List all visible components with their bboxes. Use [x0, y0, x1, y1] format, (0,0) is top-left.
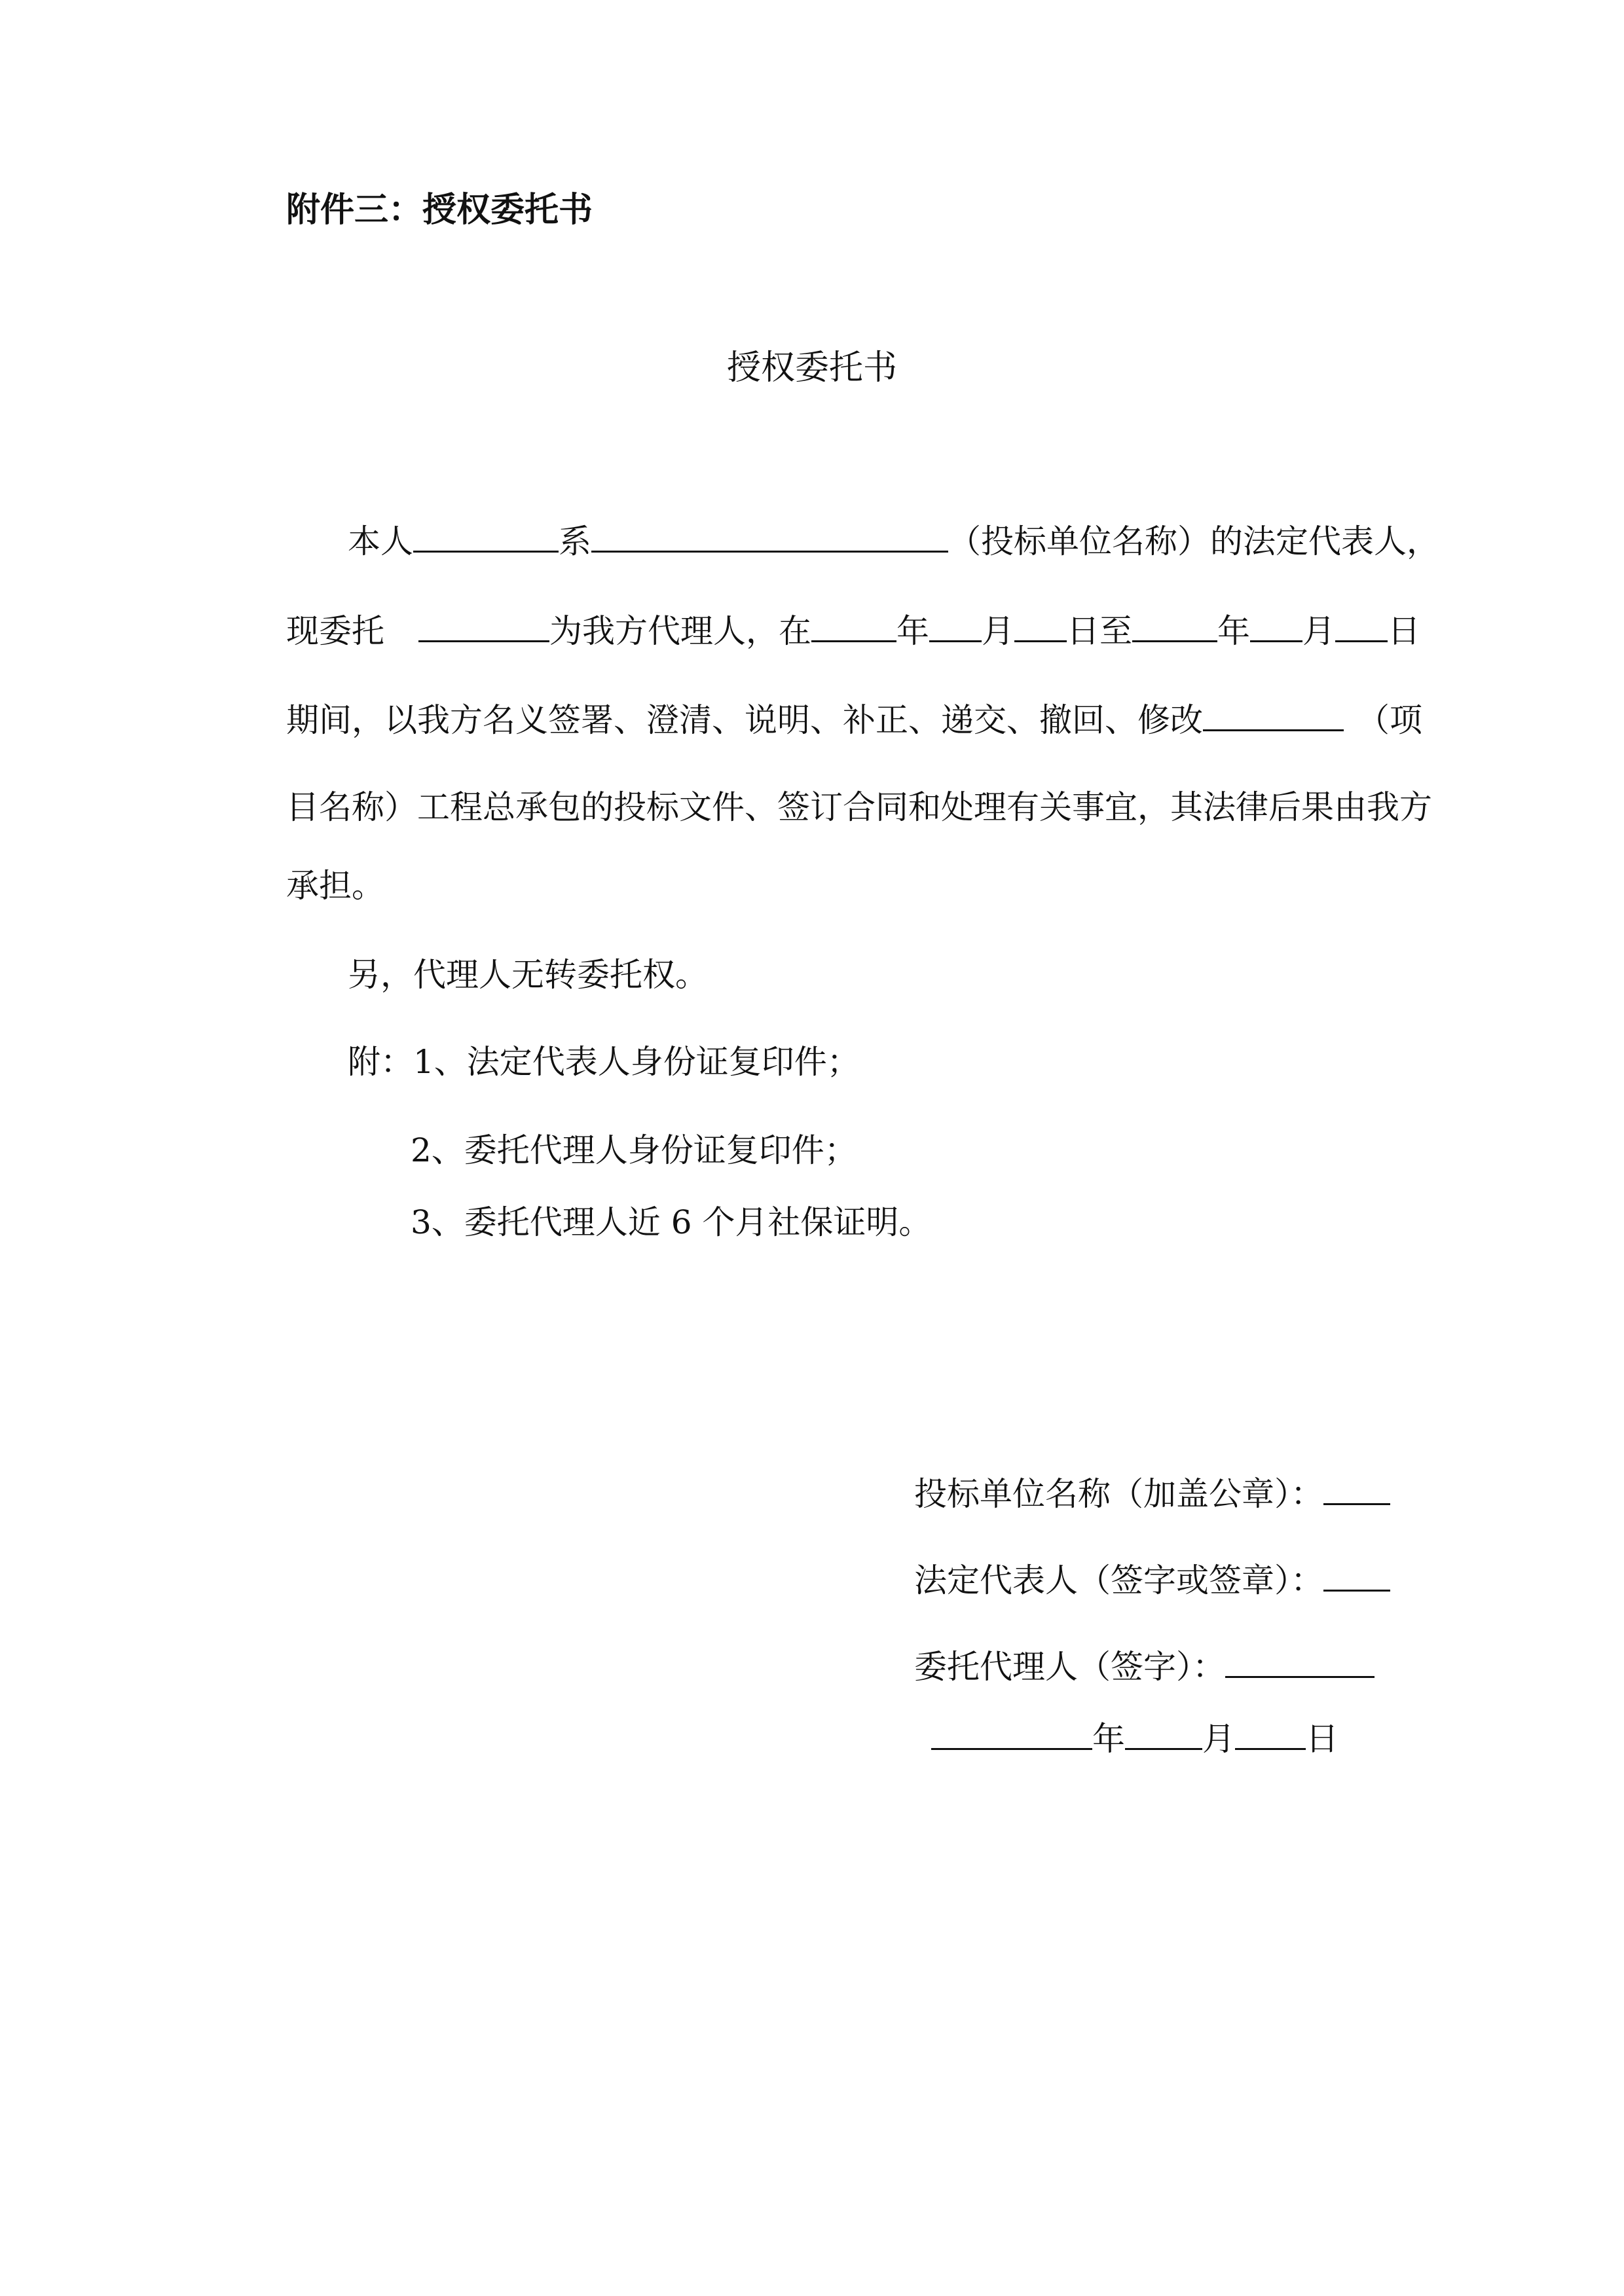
signature-bidder [914, 1473, 1390, 1514]
no-subdelegation-note: 另，代理人无转委托权。 [348, 956, 708, 994]
blank-agent-name[interactable] [418, 610, 549, 642]
text-month: 月 [1302, 612, 1335, 650]
text-year: 年 [1217, 612, 1250, 650]
blank-project-name[interactable] [1203, 699, 1344, 731]
blank-end-month[interactable] [1250, 610, 1302, 642]
attachment-item-3: 3、委托代理人近 6 个月社保证明。 [411, 1203, 932, 1241]
text-benren: 本人 [348, 522, 413, 560]
signature-legal-rep-label: 法定代表人（签字或签章）： [914, 1561, 1323, 1599]
blank-start-year[interactable] [811, 610, 896, 642]
blank-start-day[interactable] [1014, 610, 1067, 642]
attachment-item-2: 2、委托代理人身份证复印件； [411, 1131, 857, 1169]
signature-legal-rep [914, 1559, 1390, 1600]
text-year: 年 [896, 612, 929, 650]
attachment-item1-text: 1、法定代表人身份证复印件； [413, 1043, 860, 1081]
blank-sign-month[interactable] [1125, 1718, 1202, 1750]
paragraph1-line1 [348, 520, 1439, 561]
text-day: 日 [1306, 1720, 1338, 1758]
paragraph1-line5: 承担。 [286, 867, 384, 905]
paragraph1-line2 [286, 610, 1420, 651]
text-year: 年 [1092, 1720, 1125, 1758]
text-as-agent: 为我方代理人，在 [549, 612, 811, 650]
paragraph1-line3 [286, 699, 1422, 740]
attachment-item-1 [348, 1042, 860, 1082]
blank-start-month[interactable] [929, 610, 982, 642]
paragraph1-line4: 目名称）工程总承包的投标文件、签订合同和处理有关事宜，其法律后果由我方 [286, 788, 1432, 826]
blank-sign-year[interactable] [931, 1718, 1092, 1750]
signature-agent-label: 委托代理人（签字）： [914, 1648, 1225, 1686]
text-day: 日 [1388, 612, 1420, 650]
blank-end-day[interactable] [1335, 610, 1388, 642]
text-xi: 系 [559, 522, 591, 560]
text-entrust: 现委托 [286, 612, 384, 650]
text-month: 月 [982, 612, 1014, 650]
blank-sign-day[interactable] [1235, 1718, 1306, 1750]
attachment-prefix: 附： [348, 1043, 413, 1081]
document-title: 授权委托书 [726, 348, 897, 388]
blank-agent-signature[interactable] [1225, 1646, 1375, 1678]
blank-bidder-name[interactable] [591, 520, 948, 553]
signature-date [931, 1718, 1338, 1758]
text-project-open: （项 [1357, 701, 1422, 739]
signature-agent [914, 1646, 1375, 1686]
blank-principal-name[interactable] [413, 520, 559, 553]
text-day-to: 日至 [1067, 612, 1132, 650]
blank-legal-rep-signature[interactable] [1323, 1559, 1390, 1592]
attachment-heading: 附件三：授权委托书 [286, 190, 593, 230]
signature-bidder-label: 投标单位名称（加盖公章）： [914, 1475, 1323, 1513]
text-legal-rep-suffix: （投标单位名称）的法定代表人， [948, 522, 1439, 560]
blank-bidder-seal[interactable] [1323, 1473, 1390, 1505]
blank-end-year[interactable] [1132, 610, 1217, 642]
text-month: 月 [1202, 1720, 1235, 1758]
text-period-actions: 期间，以我方名义签署、澄清、说明、补正、递交、撤回、修改 [286, 701, 1203, 739]
